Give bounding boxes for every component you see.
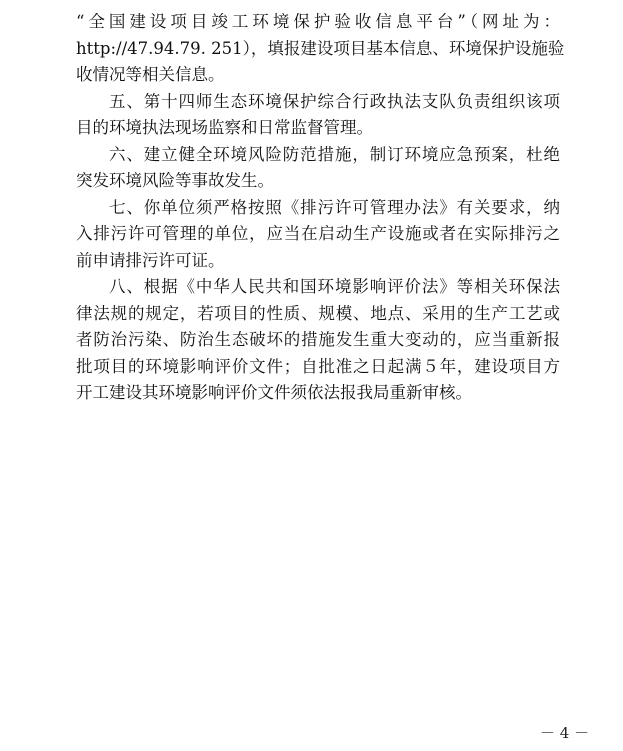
text-line: 突发环境风险等事故发生。 (76, 171, 274, 190)
page-number: － 4 － (540, 724, 590, 742)
text-line: 前申请排污许可证。 (76, 250, 225, 270)
text-line: http://47.94.79. 251），填报建设项目基本信息、环境保护设施验 (76, 38, 565, 58)
text-line: 入排污许可管理的单位，应当在启动生产设施或者在实际排污之 (76, 224, 560, 243)
paragraph-five-line: 五、第十四师生态环境保护综合行政执法支队负责组织该项 (109, 91, 560, 111)
paragraph-eight-line: 八、根据《中华人民共和国环境影响评价法》等相关环保法 (109, 277, 560, 296)
text-line: 收情况等相关信息。 (76, 65, 225, 84)
paragraph-seven-line: 七、你单位须严格按照《排污许可管理办法》有关要求，纳 (109, 197, 560, 217)
text-line: “全国建设项目竣工环境保护验收信息平台”（网址为： (76, 12, 560, 31)
body-text (76, 9, 565, 407)
text-line: 开工建设其环境影响评价文件须依法报我局重新审核。 (76, 383, 472, 402)
paragraph-six-line: 六、建立健全环境风险防范措施，制订环境应急预案，杜绝 (109, 144, 560, 164)
text-line: 目的环境执法现场监察和日常监督管理。 (76, 118, 373, 137)
text-line: 批项目的环境影响评价文件；自批准之日起满５年，建设项目方 (76, 356, 560, 376)
text-line: 律法规的规定，若项目的性质、规模、地点、采用的生产工艺或 (76, 303, 560, 323)
text-line: 者防治污染、防治生态破坏的措施发生重大变动的，应当重新报 (76, 330, 560, 349)
